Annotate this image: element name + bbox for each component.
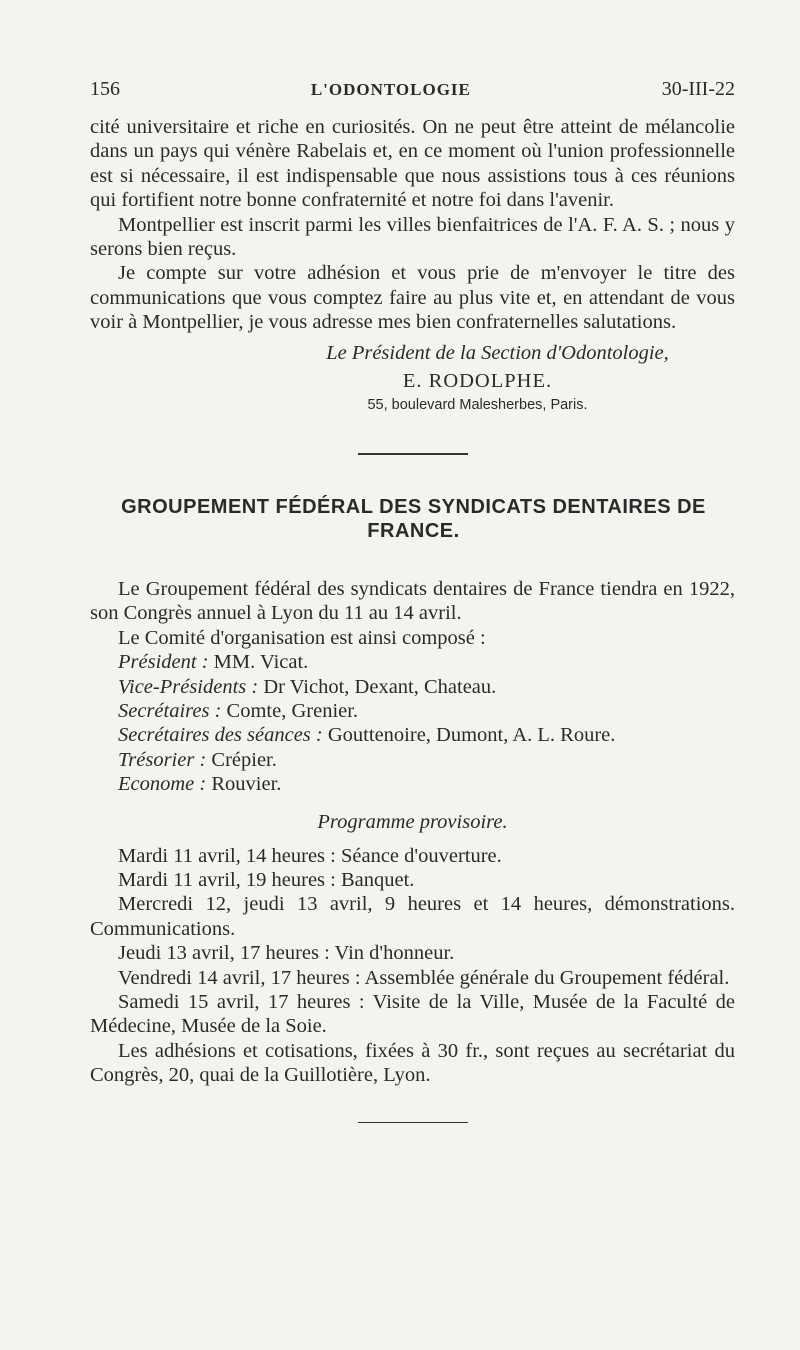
issue-date: 30-III-22	[661, 78, 735, 100]
committee-intro: Le Comité d'organisation est ainsi composé :	[118, 626, 486, 649]
programme-item: Samedi 15 avril, 17 heures : Visite de la Ville, Musée de la Faculté de Médecine, Musée de la Soie.	[90, 991, 735, 1038]
running-header	[90, 78, 735, 101]
page-number: 156	[90, 78, 120, 100]
committee-members: Gouttenoire, Dumont, A. L. Roure.	[327, 724, 616, 747]
committee-role: Trésorier :	[118, 748, 207, 771]
letter-paragraph-2: Montpellier est inscrit parmi les villes bienfaitrices de l'A. F. A. S. ; nous y serons bien reçus.	[90, 213, 735, 261]
closing-paragraph: Les adhésions et cotisations, fixées à 30 fr., sont reçues au secrétariat du Congrès, 20, quai de la Guillotière, Lyon.	[90, 1039, 735, 1087]
committee-role: Vice-Présidents :	[118, 675, 259, 698]
programme-item: Mardi 11 avril, 14 heures : Séance d'ouverture.	[118, 844, 502, 867]
committee-members: Comte, Grenier.	[226, 700, 359, 722]
divider	[358, 453, 468, 455]
signature-address: 55, boulevard Malesherbes, Paris.	[367, 397, 588, 414]
programme-title: Programme provisoire.	[317, 810, 508, 833]
committee-item	[118, 723, 735, 747]
committee-members: MM. Vicat.	[213, 651, 309, 674]
committee-item	[118, 748, 735, 772]
section-title: GROUPEMENT FÉDÉRAL DES SYNDICATS DENTAIRES DE FRANCE.	[121, 495, 706, 542]
divider	[358, 1122, 468, 1124]
committee-item	[118, 772, 735, 796]
committee-role: Président :	[118, 651, 209, 674]
section-intro: Le Groupement fédéral des syndicats dentaires de France tiendra en 1922, son Congrès annuel à Lyon du 11 au 14 avril.	[90, 577, 735, 625]
committee-item	[118, 675, 735, 699]
programme-list	[90, 844, 735, 1039]
letter-paragraph-1: cité universitaire et riche en curiosités. On ne peut être atteint de mélancolie dans un pays qui vénère Rabelais et, en ce moment où l'union professionnelle est si nécessaire, il est indispensable que nous assistions tous à ces réunions qui fortifient notre bonne confraternité et notre foi dans l'avenir.	[90, 116, 735, 212]
journal-title: L'ODONTOLOGIE	[310, 80, 471, 99]
page	[90, 78, 735, 1123]
programme-item: Vendredi 14 avril, 17 heures : Assemblée générale du Groupement fédéral.	[118, 966, 730, 989]
committee-members: Dr Vichot, Dexant, Chateau.	[263, 675, 497, 698]
signature-name: E. RODOLPHE.	[402, 370, 553, 393]
letter-paragraph-3: Je compte sur votre adhésion et vous prie de m'envoyer le titre des communications que vous comptez faire au plus vite et, en attendant de vous voir à Montpellier, je vous adresse mes bien confraternelles salutations.	[90, 262, 735, 334]
programme-item: Mercredi 12, jeudi 13 avril, 9 heures et 14 heures, démonstrations. Communications.	[90, 893, 735, 940]
committee-role: Econome :	[118, 773, 207, 796]
programme-item: Jeudi 13 avril, 17 heures : Vin d'honneur.	[118, 942, 455, 965]
committee-role: Secrétaires :	[118, 700, 222, 722]
committee-members: Crépier.	[211, 748, 277, 771]
committee-role: Secrétaires des séances :	[118, 724, 323, 747]
programme-item: Mardi 11 avril, 19 heures : Banquet.	[118, 869, 415, 892]
committee-item	[118, 699, 735, 723]
signature-title: Le Président de la Section d'Odontologie,	[326, 341, 669, 364]
committee-members: Rouvier.	[211, 773, 282, 796]
committee-list	[90, 650, 735, 796]
committee-item	[118, 650, 735, 674]
